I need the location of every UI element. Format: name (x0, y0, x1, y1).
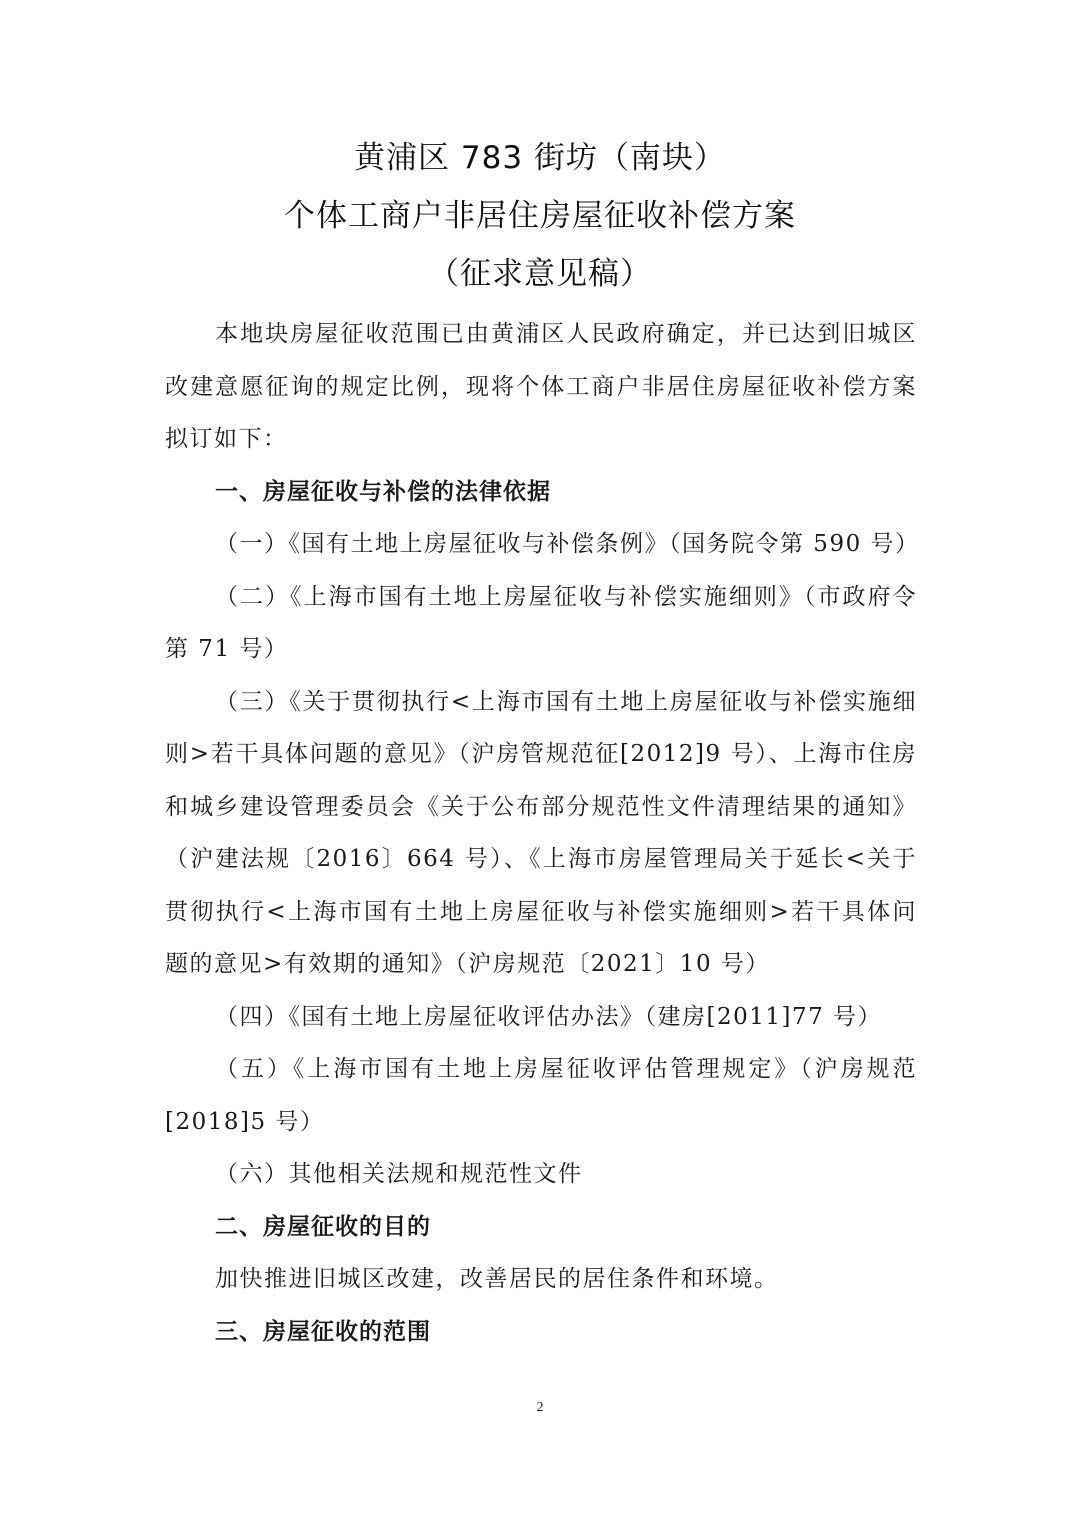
section-1-item-6: （六）其他相关法规和规范性文件 (215, 1161, 583, 1187)
section-1-heading: 一、房屋征收与补偿的法律依据 (215, 478, 551, 505)
intro-paragraph: 本地块房屋征收范围已由黄浦区人民政府确定，并已达到旧城区改建意愿征询的规定比例，现将个体工商户非居住房屋征收补偿方案拟订如下： (165, 321, 917, 452)
document-title-line-2: 个体工商户非居住房屋征收补偿方案 (284, 198, 796, 234)
section-2-heading: 二、房屋征收的目的 (215, 1213, 431, 1240)
section-1-item-4: （四）《国有土地上房屋征收评估办法》（建房[2011]77 号） (215, 1003, 883, 1030)
section-2-paragraph: 加快推进旧城区改建，改善居民的居住条件和环境。 (215, 1266, 779, 1292)
page-number: 2 (536, 1400, 544, 1415)
document-body (165, 308, 920, 1358)
document-title-line-1: 黄浦区 783 街坊（南块） (354, 140, 726, 176)
document-subtitle: （征求意见稿） (428, 256, 652, 292)
section-3-heading: 三、房屋征收的范围 (215, 1318, 431, 1345)
section-1-item-1: （一）《国有土地上房屋征收与补偿条例》（国务院令第 590 号） (215, 531, 920, 557)
section-1-item-3: （三）《关于贯彻执行<上海市国有土地上房屋征收与补偿实施细则>若干具体问题的意见》（沪房管规范征[2012]9 号）、上海市住房和城乡建设管理委员会《关于公布部分规范性文件清理结果的通知》（沪建法规〔2016〕664 号）、《上海市房屋管理局关于延长<关于贯彻执行<上海市国有土地上房屋征收与补偿实施细则>若干具体问题的意见>有效期的通知》（沪房规范〔2021〕10 号） (165, 688, 917, 977)
section-1-item-5: （五）《上海市国有土地上房屋征收评估管理规定》（沪房规范[2018]5 号） (165, 1056, 917, 1135)
section-1-item-2: （二）《上海市国有土地上房屋征收与补偿实施细则》（市政府令第 71 号） (165, 583, 917, 662)
